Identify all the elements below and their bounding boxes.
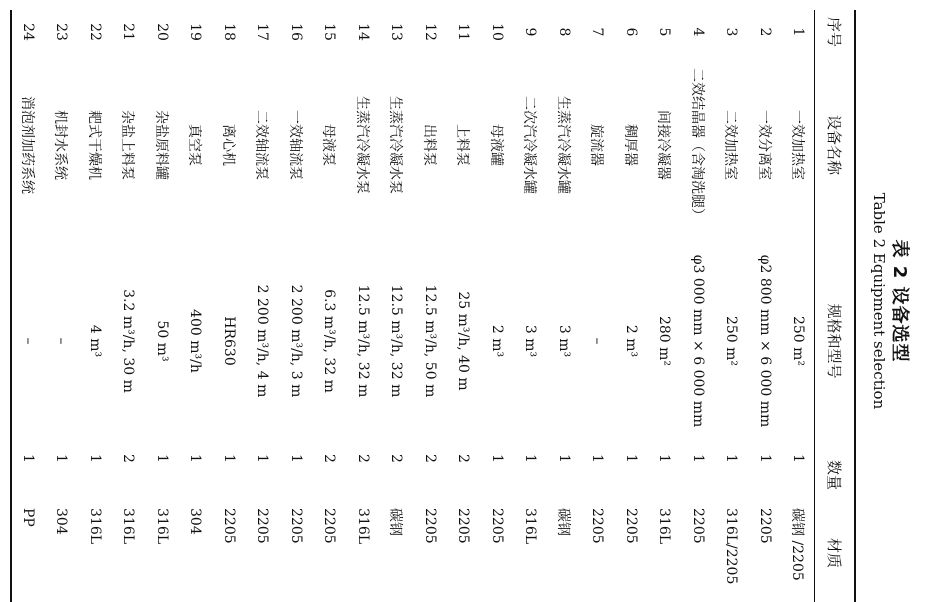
equipment-name-cell: 消泡剂加药系统 bbox=[11, 54, 45, 236]
quantity-cell: 2 bbox=[120, 454, 137, 463]
equipment-name-cell: 母液罐 bbox=[487, 124, 504, 166]
equipment-name-cell: 耙式干燥机 bbox=[85, 110, 102, 180]
equipment-name-cell: 一效加热室 bbox=[789, 110, 805, 180]
equipment-name-cell: 一效轴流泵 bbox=[286, 110, 303, 180]
equipment-name-cell: 间接冷凝器 bbox=[655, 110, 672, 180]
table-row bbox=[480, 10, 514, 602]
row-index-cell: 8 bbox=[555, 27, 572, 37]
row-index-cell: 6 bbox=[622, 27, 639, 37]
table-row bbox=[11, 10, 45, 602]
material-cell: 2205 bbox=[321, 508, 338, 544]
material-cell: 2205 bbox=[220, 508, 237, 544]
table-row bbox=[715, 10, 749, 602]
specification-cell: φ3 000 mm × 6 000 mm bbox=[689, 254, 706, 428]
specification-cell: 12.5 m³/h, 50 m bbox=[421, 284, 438, 398]
specification-cell: – bbox=[589, 337, 606, 345]
quantity-cell: 2 bbox=[388, 454, 405, 463]
equipment-name-cell: 机封水系统 bbox=[52, 110, 69, 180]
table-row bbox=[145, 10, 179, 602]
table-row bbox=[782, 10, 816, 602]
material-cell: 2205 bbox=[756, 508, 773, 544]
material-cell: 316L bbox=[120, 508, 137, 545]
specification-cell: – bbox=[11, 236, 45, 446]
row-index-cell: 18 bbox=[220, 23, 237, 41]
quantity-cell: 2 bbox=[354, 454, 371, 463]
row-index-cell: 14 bbox=[354, 23, 371, 41]
table-row bbox=[380, 10, 414, 602]
row-index-cell: 24 bbox=[11, 10, 45, 54]
material-cell: 碳钢 bbox=[554, 508, 571, 536]
table-row bbox=[447, 10, 481, 602]
material-cell: 2205 bbox=[488, 508, 505, 544]
table-row bbox=[179, 10, 213, 602]
quantity-cell: 1 bbox=[287, 454, 304, 463]
quantity-cell: 1 bbox=[756, 454, 773, 463]
quantity-cell: 1 bbox=[689, 454, 706, 463]
row-index-cell: 20 bbox=[153, 23, 170, 41]
specification-cell: 12.5 m³/h, 32 m bbox=[354, 284, 371, 398]
material-cell: 碳钢 /2205 bbox=[789, 508, 805, 581]
header-specification: 规格和型号 bbox=[815, 236, 855, 446]
material-cell: 2205 bbox=[287, 508, 304, 544]
table-title-english: Table 2 Equipment selection bbox=[870, 192, 888, 410]
header-quantity: 数量 bbox=[815, 446, 855, 504]
material-cell: 2205 bbox=[254, 508, 271, 544]
material-cell: 2205 bbox=[622, 508, 639, 544]
quantity-cell: 1 bbox=[555, 454, 572, 463]
table-row bbox=[212, 10, 246, 602]
equipment-name-cell: 杂盐原料罐 bbox=[152, 110, 169, 180]
equipment-name-cell: 离心机 bbox=[219, 124, 236, 166]
row-index-cell: 23 bbox=[53, 23, 70, 41]
equipment-name-cell: 二效加热室 bbox=[722, 110, 739, 180]
row-index-cell: 1 bbox=[790, 27, 806, 37]
table-row bbox=[246, 10, 280, 602]
quantity-cell: 1 bbox=[488, 454, 505, 463]
specification-cell: 12.5 m³/h, 32 m bbox=[388, 284, 405, 398]
quantity-cell: 2 bbox=[421, 454, 438, 463]
table-row bbox=[581, 10, 615, 602]
row-index-cell: 22 bbox=[86, 23, 103, 41]
equipment-table bbox=[10, 10, 856, 602]
table-row bbox=[78, 10, 112, 602]
material-cell: 2205 bbox=[421, 508, 438, 544]
quantity-cell: 1 bbox=[53, 454, 70, 463]
quantity-cell: 1 bbox=[622, 454, 639, 463]
quantity-cell: 1 bbox=[254, 454, 271, 463]
row-index-cell: 19 bbox=[187, 23, 204, 41]
specification-cell: 250 m² bbox=[790, 315, 806, 367]
equipment-name-cell: 稠厚器 bbox=[621, 124, 638, 166]
table-row bbox=[614, 10, 648, 602]
material-cell: 316L bbox=[522, 508, 539, 545]
row-index-cell: 21 bbox=[120, 23, 137, 41]
equipment-name-cell: 上料泵 bbox=[454, 124, 471, 166]
table-row bbox=[279, 10, 313, 602]
specification-cell: 3.2 m³/h, 30 m bbox=[120, 289, 137, 393]
table-body bbox=[11, 10, 815, 602]
table-row bbox=[313, 10, 347, 602]
specification-cell: 4 m³ bbox=[86, 324, 103, 358]
row-index-cell: 7 bbox=[589, 27, 606, 37]
row-index-cell: 13 bbox=[388, 23, 405, 41]
equipment-name-cell: 杂盐上料泵 bbox=[119, 110, 136, 180]
table-row bbox=[748, 10, 782, 602]
specification-cell: φ2 800 mm × 6 000 mm bbox=[756, 254, 773, 428]
quantity-cell: 1 bbox=[589, 454, 606, 463]
equipment-name-cell: 生蒸汽冷凝水泵 bbox=[387, 96, 404, 194]
material-cell: 304 bbox=[187, 508, 204, 535]
table-row bbox=[45, 10, 79, 602]
row-index-cell: 3 bbox=[723, 27, 740, 37]
material-cell: 316L bbox=[153, 508, 170, 545]
specification-cell: 2 200 m³/h, 4 m bbox=[254, 284, 271, 398]
material-cell: 316L/2205 bbox=[723, 508, 740, 585]
row-index-cell: 5 bbox=[656, 27, 673, 37]
row-index-cell: 15 bbox=[321, 23, 338, 41]
table-title-chinese: 表 2 设备选型 bbox=[889, 239, 910, 363]
quantity-cell: 1 bbox=[187, 454, 204, 463]
row-index-cell: 2 bbox=[756, 27, 773, 37]
header-material: 材质 bbox=[815, 504, 855, 602]
specification-cell: 280 m² bbox=[656, 315, 673, 367]
material-cell: 316L bbox=[656, 508, 673, 545]
quantity-cell: 1 bbox=[153, 454, 170, 463]
quantity-cell: 1 bbox=[723, 454, 740, 463]
row-index-cell: 11 bbox=[455, 23, 472, 41]
specification-cell: – bbox=[53, 337, 70, 345]
specification-cell: 3 m³ bbox=[522, 324, 539, 358]
quantity-cell: 1 bbox=[220, 454, 237, 463]
quantity-cell: 1 bbox=[656, 454, 673, 463]
material-cell: 304 bbox=[53, 508, 70, 535]
specification-cell: 2 m³ bbox=[488, 324, 505, 358]
specification-cell: 250 m² bbox=[723, 315, 740, 367]
row-index-cell: 17 bbox=[254, 23, 271, 41]
table-row bbox=[681, 10, 715, 602]
equipment-name-cell: 二效结晶器（含淘洗腿） bbox=[688, 68, 705, 222]
material-cell: 2205 bbox=[455, 508, 472, 544]
table-row bbox=[514, 10, 548, 602]
quantity-cell: 1 bbox=[11, 446, 45, 504]
quantity-cell: 2 bbox=[455, 454, 472, 463]
row-index-cell: 16 bbox=[287, 23, 304, 41]
equipment-name-cell: 二次汽冷凝水罐 bbox=[521, 96, 538, 194]
equipment-name-cell: 旋流器 bbox=[588, 124, 605, 166]
row-index-cell: 12 bbox=[421, 23, 438, 41]
specification-cell: 50 m³ bbox=[153, 320, 170, 362]
material-cell: PP bbox=[11, 504, 45, 602]
table-row bbox=[346, 10, 380, 602]
row-index-cell: 9 bbox=[522, 27, 539, 37]
table-row bbox=[413, 10, 447, 602]
material-cell: 碳钢 bbox=[387, 508, 404, 536]
material-cell: 2205 bbox=[689, 508, 706, 544]
specification-cell: 3 m³ bbox=[555, 324, 572, 358]
row-index-cell: 4 bbox=[689, 27, 706, 37]
specification-cell: HR630 bbox=[220, 316, 237, 366]
equipment-name-cell: 生蒸汽冷凝水泵 bbox=[353, 96, 370, 194]
equipment-name-cell: 一效分离室 bbox=[755, 110, 772, 180]
equipment-name-cell: 真空泵 bbox=[186, 124, 203, 166]
table-row bbox=[547, 10, 581, 602]
table-row bbox=[112, 10, 146, 602]
material-cell: 316L bbox=[354, 508, 371, 545]
header-equipment-name: 设备名称 bbox=[815, 54, 855, 236]
header-index: 序号 bbox=[815, 10, 855, 54]
specification-cell: 2 200 m³/h, 3 m bbox=[287, 284, 304, 398]
quantity-cell: 2 bbox=[321, 454, 338, 463]
specification-cell: 400 m³/h bbox=[187, 309, 204, 373]
material-cell: 2205 bbox=[589, 508, 606, 544]
equipment-name-cell: 二效轴流泵 bbox=[253, 110, 270, 180]
specification-cell: 6.3 m³/h, 32 m bbox=[321, 289, 338, 393]
equipment-name-cell: 生蒸汽冷凝水罐 bbox=[554, 96, 571, 194]
equipment-name-cell: 母液泵 bbox=[320, 124, 337, 166]
specification-cell: 2 m³ bbox=[622, 324, 639, 358]
table-row bbox=[648, 10, 682, 602]
table-header-row bbox=[815, 10, 855, 602]
quantity-cell: 1 bbox=[790, 454, 806, 463]
specification-cell: 25 m³/h, 40 m bbox=[455, 291, 472, 391]
material-cell: 316L bbox=[86, 508, 103, 545]
quantity-cell: 1 bbox=[86, 454, 103, 463]
quantity-cell: 1 bbox=[522, 454, 539, 463]
equipment-name-cell: 出料泵 bbox=[420, 124, 437, 166]
row-index-cell: 10 bbox=[488, 23, 505, 41]
